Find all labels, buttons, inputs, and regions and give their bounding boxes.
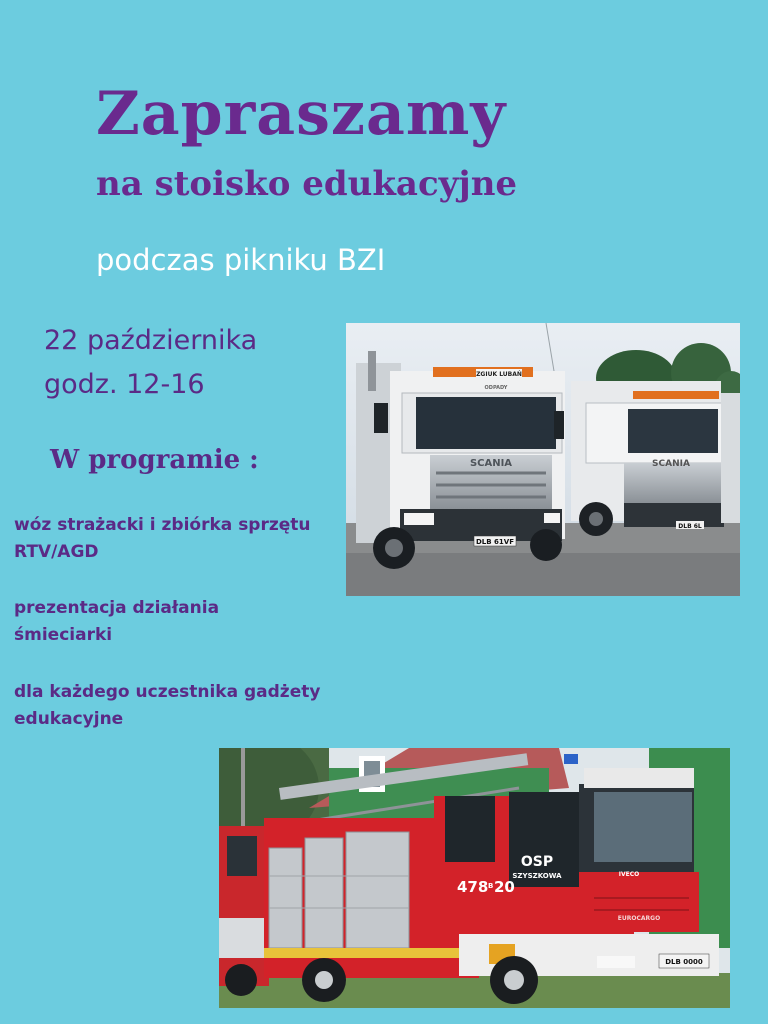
program-heading: W programie : (50, 445, 259, 475)
program-item (14, 512, 344, 566)
program-item-line: wóz strażacki i zbiórka sprzętu (14, 515, 311, 535)
program-item-line: dla każdego uczestnika gadżety (14, 682, 321, 702)
fire-unit-number (457, 878, 515, 896)
program-item-line: RTV/AGD (14, 542, 99, 562)
program-item-line: śmieciarki (14, 625, 113, 645)
fire-truck-model: EUROCARGO (617, 915, 661, 922)
event-time: godz. 12-16 (44, 369, 205, 400)
program-item (14, 679, 344, 733)
fire-unit-number-sep: B (488, 882, 494, 890)
garbage-trucks-photo (346, 323, 740, 596)
fire-unit-label: OSP (520, 854, 554, 870)
truck1-plate: DLB 61VF (476, 538, 514, 546)
program-item-line: prezentacja działania (14, 598, 220, 618)
fire-truck-plate: DLB 0000 (665, 958, 703, 966)
fire-truck-brand: IVECO (618, 871, 640, 878)
truck1-brand: SCANIA (469, 458, 513, 469)
truck2-brand: SCANIA (652, 459, 690, 469)
fire-unit-number-main: 478 (457, 878, 489, 896)
fire-unit-place: SZYSZKOWA (512, 872, 562, 880)
program-item (14, 595, 344, 649)
fire-truck-photo (219, 748, 730, 1008)
poster-tagline: podczas pikniku BZI (96, 243, 386, 277)
poster-subtitle: na stoisko edukacyjne (96, 164, 518, 204)
truck1-door: ODPADY (484, 385, 508, 391)
truck1-sign: ZGIUK LUBAŃ (476, 371, 522, 378)
event-date: 22 października (44, 325, 258, 356)
fire-unit-number-suffix: 20 (494, 878, 515, 896)
truck2-plate: DLB 6L (678, 523, 702, 530)
program-item-line: edukacyjne (14, 709, 124, 729)
poster-title: Zapraszamy (96, 79, 507, 149)
